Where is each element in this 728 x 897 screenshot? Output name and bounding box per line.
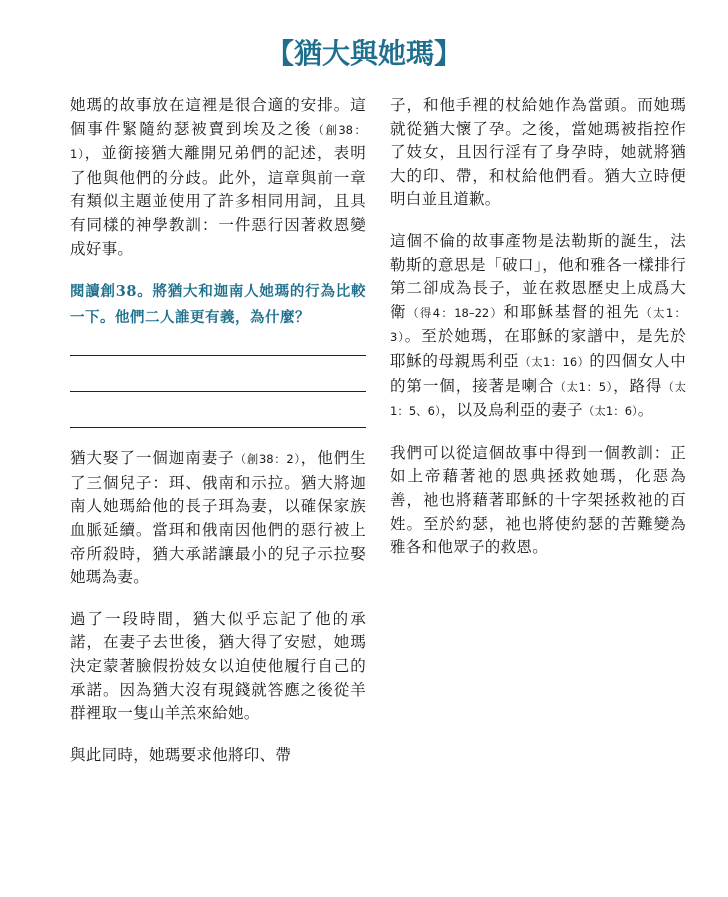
body-text-g: 。: [637, 401, 654, 420]
body-paragraph: 與此同時，她瑪要求他將印、帶: [70, 745, 292, 764]
body-paragraph: 過了一段時間，猶大似乎忘記了他的承諾，在妻子去世後，猶大得了安慰，她瑪決定蒙著臉假扮妓女以迫使他履行自己的承諾。因為猶大沒有現錢就答應之後從羊群裡取一隻山羊羔來給她。: [70, 609, 366, 723]
body-text-a: 猶大娶了一個迦南妻子: [70, 449, 235, 468]
body-text-e: ，路得: [613, 376, 663, 395]
body-text-b: ，他們生了三個兒子：珥、俄南和示拉。猶大將迦南人她瑪給他的長子珥為妻，以確保家族血脈延續。當珥和俄南因他們的惡行被上帝所殺時，猶大承諾讓最小的兒子示拉娶她瑪為妻。: [70, 449, 366, 587]
scripture-ref: （創38：2）: [234, 452, 301, 467]
study-question: 閱讀創38。將猶大和迦南人她瑪的行為比較一下。他們二人誰更有義，為什麼？: [70, 283, 366, 327]
body-text-a: 這個不倫的故事產物是法勒斯的誕生，法勒斯的意思是「破口」，他和雅各一樣排行第二卻成為長子，並在救恩歷史上成爲大衛: [390, 231, 686, 321]
body-text-b: 和耶穌基督的祖先: [503, 302, 641, 321]
body-paragraph: 子，和他手裡的杖給她作為當頭。而她瑪就從猶大懷了孕。之後，當她瑪被指控作了妓女，且因行淫有了身孕時，她就將猶大的印、帶，和杖給他們看。猶大立時便明白並且道歉。: [390, 96, 686, 209]
intro-text-a: 她瑪的故事放在這裡是很合適的安排。這個事件緊隨約瑟被賣到埃及之後: [70, 96, 366, 138]
answer-line[interactable]: [70, 427, 366, 428]
scripture-ref: （太1：5）: [554, 379, 614, 394]
body-paragraph: [390, 230, 686, 424]
answer-line[interactable]: [70, 391, 366, 392]
left-column: [70, 94, 366, 785]
scripture-ref: （創38：1）: [70, 122, 367, 162]
scripture-ref: （太1：16）: [519, 354, 590, 369]
intro-text-b: ，並銜接猶大離開兄弟們的記述，表明了他與他們的分歧。此外，這章與前一章有類似主題並使用了許多相同用詞，且具有同樣的神學教訓：一件惡行因著救恩變成好事。: [70, 144, 366, 258]
right-column: [390, 94, 686, 578]
body-text-f: ，以及烏利亞的妻子: [440, 401, 583, 420]
body-text-d: 的四個女人中的第一個，接著是喇合: [390, 351, 686, 395]
scripture-ref: （太1：6）: [582, 404, 638, 419]
scripture-ref: （太1：3）: [390, 305, 686, 345]
answer-line[interactable]: [70, 355, 366, 356]
scripture-ref: （得4：18–22）: [407, 305, 504, 320]
scripture-ref: （太1：5、6）: [390, 379, 687, 419]
page-title: 【猶大與她瑪】: [265, 37, 462, 70]
intro-paragraph: [70, 94, 366, 261]
body-text-c: 。至於她瑪，在耶穌的家譜中，是先於耶穌的母親馬利亞: [390, 327, 686, 370]
body-paragraph: 我們可以從這個故事中得到一個教訓：正如上帝藉著祂的恩典拯救她瑪，化惡為善，祂也將藉著耶穌的十字架拯救祂的百姓。至於約瑟，祂也將使約瑟的苦難變為雅各和他眾子的救恩。: [390, 443, 686, 557]
body-paragraph: [70, 447, 366, 590]
